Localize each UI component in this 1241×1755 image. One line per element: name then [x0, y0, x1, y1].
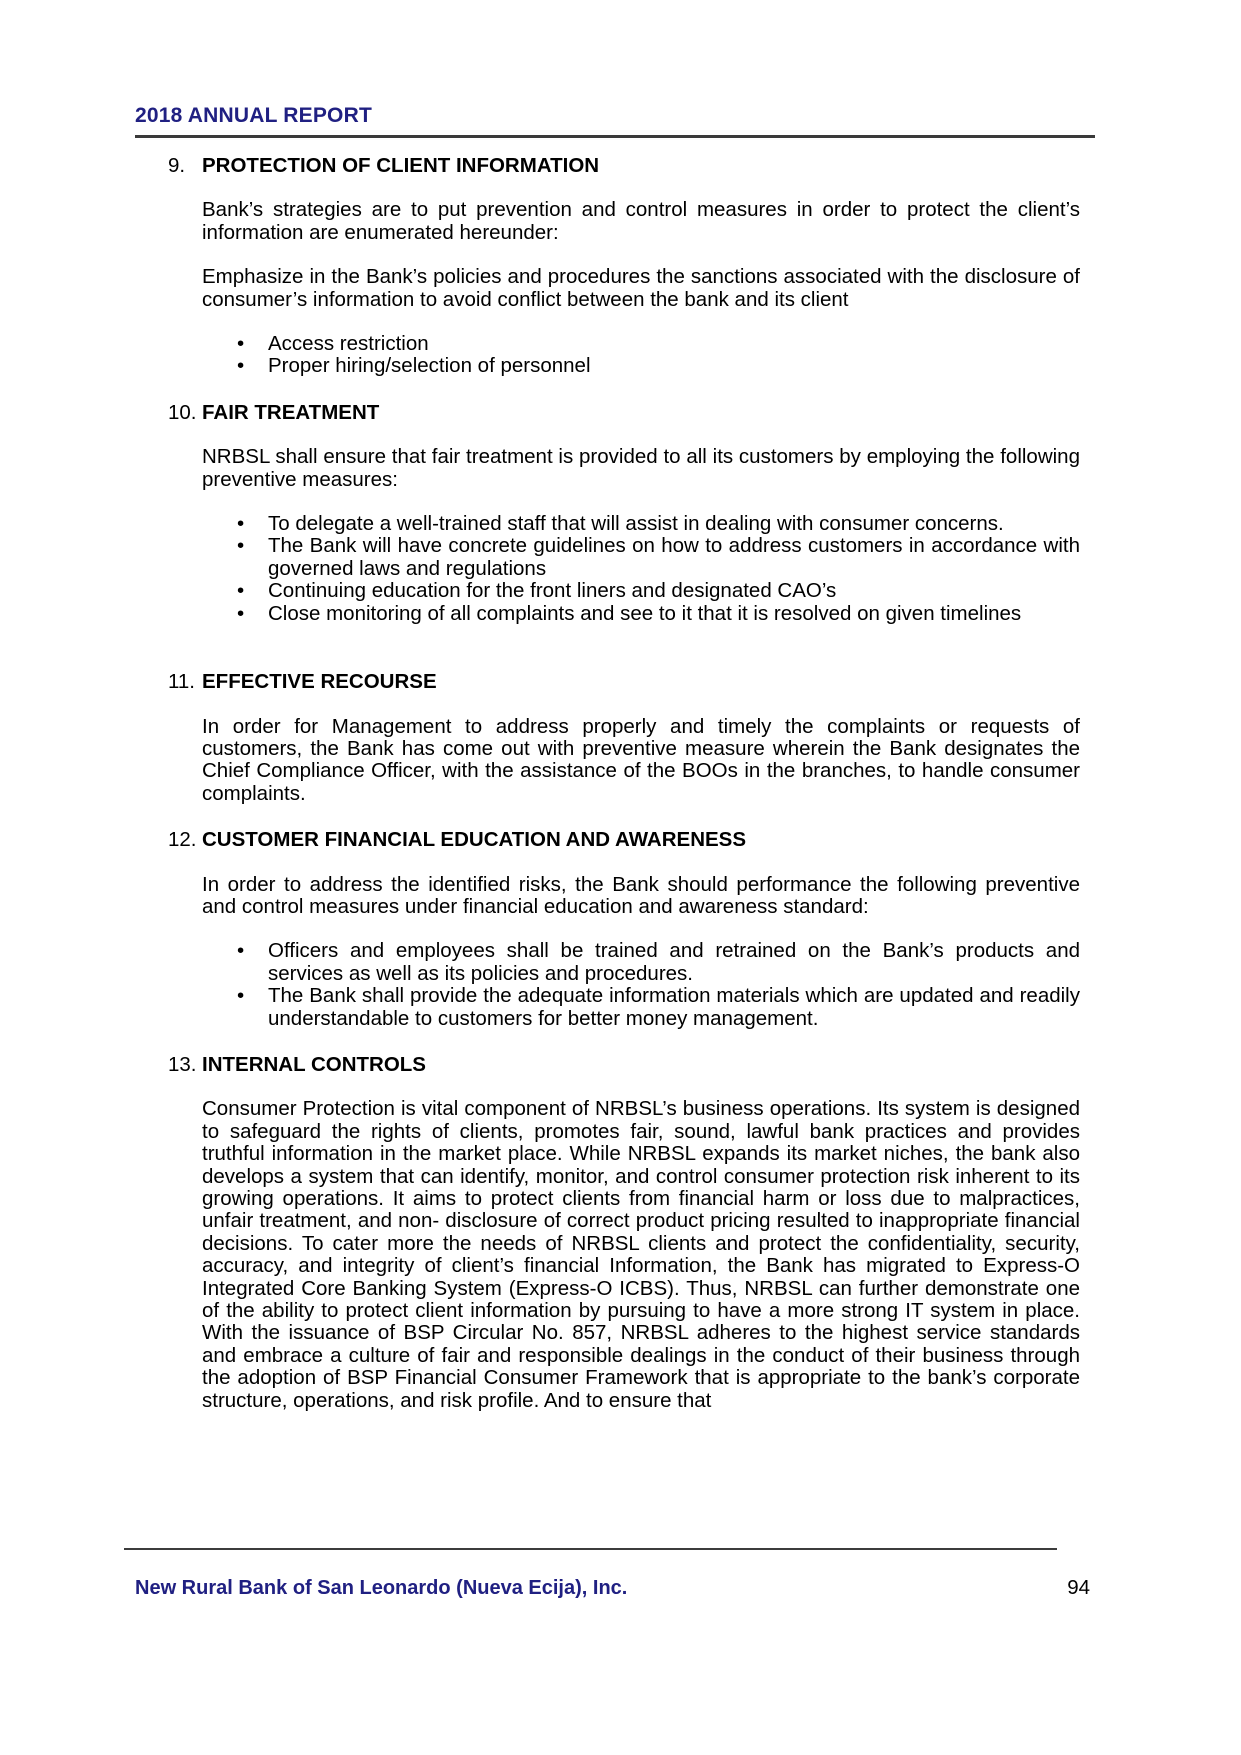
page-number: 94 [1067, 1576, 1090, 1599]
bullet-item: • Officers and employees shall be trained and retrained on the Bank’s products and services as well as its policies and procedures. [268, 940, 1080, 985]
footer-bank-name: New Rural Bank of San Leonardo (Nueva Ecija), Inc. [135, 1577, 628, 1599]
section-number: 9. [168, 154, 186, 177]
bullet-item: • To delegate a well-trained staff that will assist in dealing with consumer concerns. [268, 513, 1080, 535]
section-title: CUSTOMER FINANCIAL EDUCATION AND AWARENESS [202, 828, 747, 852]
section-title: INTERNAL CONTROLS [202, 1052, 426, 1076]
bullet-item: • Proper hiring/selection of personnel [268, 355, 1080, 377]
report-title: 2018 ANNUAL REPORT [135, 104, 372, 127]
header-rule [135, 135, 1095, 138]
footer-row [135, 1576, 1090, 1600]
bullet-item: • The Bank shall provide the adequate information materials which are updated and readily understandable to customers for better money management. [268, 985, 1080, 1030]
bullet-list [168, 513, 1080, 625]
bullet-item: • Access restriction [268, 333, 1080, 355]
paragraph: Emphasize in the Bank’s policies and procedures the sanctions associated with the disclosure of consumer’s information to avoid conflict between the bank and its client [202, 265, 1080, 311]
section-10 [168, 402, 1080, 625]
section-number: 10. [168, 400, 197, 424]
section-title: PROTECTION OF CLIENT INFORMATION [202, 154, 600, 177]
section-number: 11. [168, 670, 195, 694]
section-number: 13. [168, 1052, 197, 1076]
section-heading [168, 1054, 1080, 1076]
footer-rule [124, 1548, 1057, 1550]
paragraph: NRBSL shall ensure that fair treatment is provided to all its customers by employing the following preventive measures: [202, 445, 1080, 491]
section-title: FAIR TREATMENT [202, 400, 380, 424]
section-number: 12. [168, 828, 197, 852]
document-body [168, 153, 1080, 1412]
section-heading [168, 829, 1080, 851]
bullet-item: • Close monitoring of all complaints and see to it that it is resolved on given timelines [268, 603, 1080, 625]
page-header [135, 104, 1095, 138]
section-12 [168, 829, 1080, 1030]
section-11 [168, 671, 1080, 805]
bullet-item: • The Bank will have concrete guidelines on how to address customers in accordance with governed laws and regulations [268, 535, 1080, 580]
bullet-list [168, 940, 1080, 1030]
bullet-item: • Continuing education for the front liners and designated CAO’s [268, 580, 1080, 602]
section-heading [168, 155, 1080, 177]
paragraph: In order to address the identified risks, the Bank should performance the following preventive and control measures under financial education and awareness standard: [202, 872, 1080, 918]
section-13 [168, 1054, 1080, 1412]
page-footer [0, 1548, 1241, 1600]
bullet-list [168, 333, 1080, 378]
section-9 [168, 155, 1080, 378]
section-heading [168, 402, 1080, 424]
section-title: EFFECTIVE RECOURSE [202, 670, 437, 694]
paragraph: Bank’s strategies are to put prevention and control measures in order to protect the client’s information are enumerated hereunder: [202, 198, 1080, 244]
paragraph: Consumer Protection is vital component of NRBSL’s business operations. Its system is designed to safeguard the rights of clients, promotes fair, sound, lawful bank practices and provides truthful information in the market place. While NRBSL expands its market niches, the bank also develops a system that can identify, monitor, and control consumer protection risk inherent to its growing operations. It aims to protect clients from financial harm or loss due to malpractices, unfair treatment, and non- disclosure of correct product pricing resulted to inappropriate financial decisions. To cater more the needs of NRBSL clients and protect the confidentiality, security, accuracy, and integrity of client’s financial Information, the Bank has migrated to Express-O Integrated Core Banking System (Express-O ICBS). Thus, NRBSL can further demonstrate one of the ability to protect client information by pursuing to have a more strong IT system in place. With the issuance of BSP Circular No. 857, NRBSL adheres to the highest service standards and embrace a culture of fair and responsible dealings in the conduct of their business through the adoption of BSP Financial Consumer Framework that is appropriate to the bank’s corporate structure, operations, and risk profile. And to ensure that [202, 1097, 1080, 1412]
section-heading [168, 671, 1080, 693]
paragraph: In order for Management to address properly and timely the complaints or requests of customers, the Bank has come out with preventive measure wherein the Bank designates the Chief Compliance Officer, with the assistance of the BOOs in the branches, to handle consumer complaints. [202, 714, 1080, 805]
